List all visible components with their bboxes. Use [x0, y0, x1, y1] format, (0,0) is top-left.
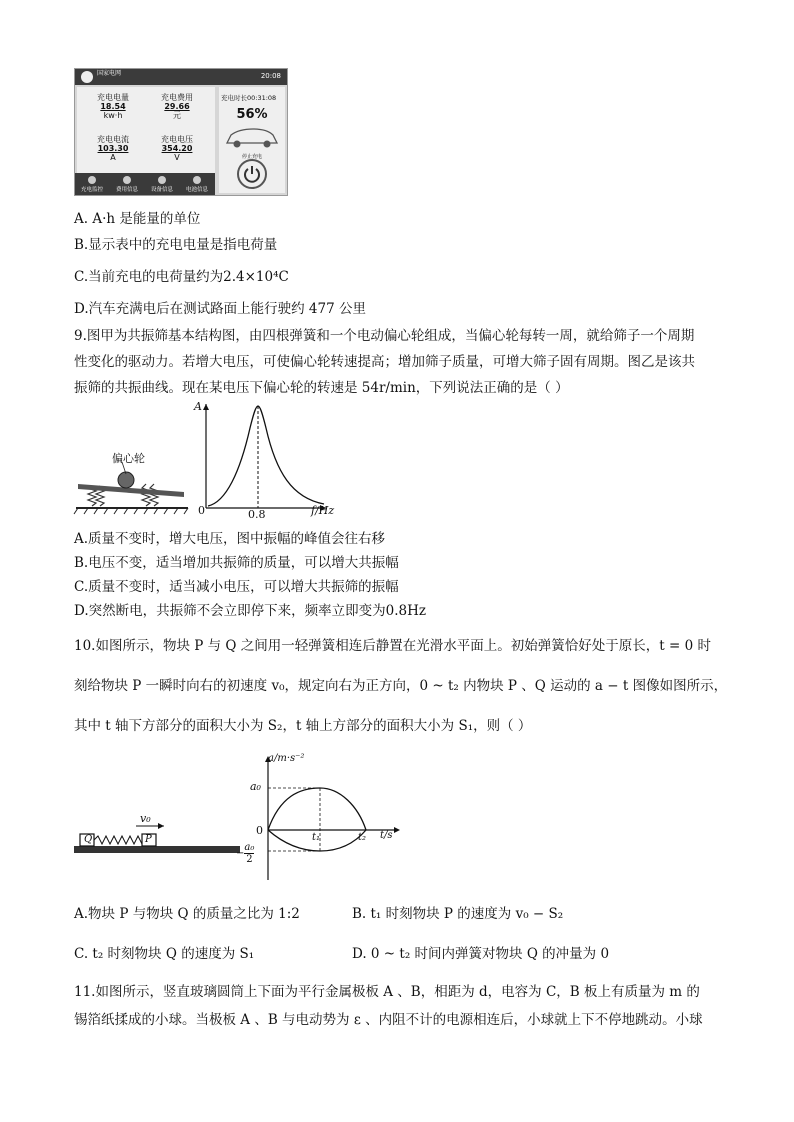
- q9-option-a: A.质量不变时，增大电压，图中振幅的峰值会往右移: [74, 531, 386, 547]
- q10-option-a: A.物块 P 与物块 Q 的质量之比为 1:2: [74, 906, 300, 922]
- q8-option-c: C.当前充电的电荷量约为2.4×10⁴C: [74, 269, 289, 285]
- q11-stem-line-2: 锡箔纸揉成的小球。当极板 A 、B 与电动势为 ε 、内阻不计的电源相连后，小球就上下不停地跳动。小球: [74, 1012, 703, 1028]
- q10-stem-line-3: 其中 t 轴下方部分的面积大小为 S₂，t 轴上方部分的面积大小为 S₁，则（ ）: [74, 718, 532, 734]
- stop-label: 停止充电: [241, 154, 262, 160]
- energy-unit: kw·h: [103, 111, 123, 120]
- q9-stem-line-3: 振筛的共振曲线。现在某电压下偏心轮的转速是 54r/min，下列说法正确的是（ ）: [74, 380, 569, 396]
- charger-clock: 20:08: [260, 72, 281, 80]
- blocks-spring-figure: [74, 808, 244, 858]
- q10-stem-line-2: 刻给物块 P 一瞬时向右的初速度 v₀，规定向右为正方向，0 ~ t₂ 内物块 P 、Q 运动的 a − t 图像如图所示，: [74, 678, 728, 694]
- at-y-label: a/m·s⁻²: [268, 753, 305, 764]
- tab-monitor[interactable]: [75, 176, 109, 193]
- acceleration-time-chart: [240, 752, 410, 884]
- fee-icon: [123, 176, 131, 184]
- block-q-label: Q: [84, 834, 93, 845]
- voltage-label: 充电电压: [161, 135, 193, 144]
- current-label: 充电电流: [97, 135, 129, 144]
- eccentric-wheel: [118, 472, 134, 488]
- neg-a0-half-label: − $\frac{\text{a₀}}{2}$: [236, 842, 255, 865]
- shaker-base: [74, 508, 188, 514]
- voltage-cell: [147, 135, 207, 162]
- energy-cell: [83, 93, 143, 120]
- resonance-y-label: A: [194, 400, 202, 413]
- resonance-peak-tick: 0.8: [248, 508, 266, 521]
- v0-label: v₀: [140, 812, 151, 825]
- car-icon: [223, 125, 281, 149]
- q9-stem-line-1: 9.图甲为共振筛基本结构图，由四根弹簧和一个电动偏心轮组成，当偏心轮每转一周，就给筛子一个周期: [74, 328, 695, 344]
- charger-data-panel: [77, 87, 215, 173]
- q11-stem-line-1: 11.如图所示，竖直玻璃圆筒上下面为平行金属极板 A 、B，相距为 d，电容为 C，B 板上有质量为 m 的: [74, 984, 700, 1000]
- neg-a0-denominator: 2: [246, 854, 253, 865]
- wheel-label: 偏心轮: [112, 452, 145, 465]
- a0-label: a₀: [250, 780, 261, 793]
- grid-logo-icon: [81, 71, 93, 83]
- resonance-origin: 0: [198, 504, 205, 517]
- fee-value: 29.66: [164, 102, 190, 111]
- charger-status-panel: [219, 87, 285, 193]
- energy-label: 充电电量: [97, 93, 129, 102]
- tab-battery[interactable]: [180, 176, 214, 193]
- charger-brand: 国家电网: [97, 70, 122, 77]
- voltage-unit: V: [174, 153, 180, 162]
- q8-option-d: D.汽车充满电后在测试路面上能行驶约 477 公里: [74, 301, 366, 317]
- energy-value: 18.54: [100, 102, 126, 111]
- at-x-label: t/s: [380, 830, 393, 841]
- charge-duration: 充电时长00:31:08: [221, 94, 277, 102]
- charge-percent: 56%: [236, 107, 268, 122]
- power-button[interactable]: [237, 159, 267, 189]
- q9-option-b: B.电压不变，适当增加共振筛的质量，可以增大共振幅: [74, 555, 399, 571]
- neg-a0-numerator: a₀: [244, 842, 255, 853]
- fee-unit: 元: [173, 111, 181, 120]
- t1-label: t₁: [312, 832, 321, 843]
- tab-fee-label: 费用信息: [115, 187, 138, 193]
- battery-icon: [193, 176, 201, 184]
- voltage-value: 354.20: [161, 144, 193, 153]
- tab-device-label: 设备信息: [150, 187, 173, 193]
- fee-cell: [147, 93, 207, 120]
- t2-label: t₂: [358, 832, 367, 843]
- fee-label: 充电费用: [161, 93, 193, 102]
- at-origin: 0: [256, 824, 263, 837]
- curve-q: [268, 788, 366, 830]
- ground-surface: [74, 846, 240, 853]
- block-p-label: P: [145, 834, 152, 845]
- charger-top-bar: [75, 69, 287, 85]
- current-value: 103.30: [97, 144, 129, 153]
- current-unit: A: [110, 153, 116, 162]
- current-cell: [83, 135, 143, 162]
- q9-option-c: C.质量不变时，适当减小电压，可以增大共振筛的振幅: [74, 579, 399, 595]
- tab-device[interactable]: [145, 176, 179, 193]
- charger-tab-bar: [75, 173, 215, 195]
- tab-battery-label: 电池信息: [185, 187, 208, 193]
- monitor-icon: [88, 176, 96, 184]
- charger-screenshot: [74, 68, 288, 196]
- q10-option-b: B. t₁ 时刻物块 P 的速度为 v₀ − S₂: [352, 906, 564, 922]
- q8-option-a: A. A·h 是能量的单位: [74, 211, 201, 227]
- resonance-x-label: f/Hz: [311, 504, 335, 517]
- q9-option-d: D.突然断电，共振筛不会立即停下来，频率立即变为0.8Hz: [74, 603, 426, 619]
- tab-fee[interactable]: [110, 176, 144, 193]
- power-icon: [239, 161, 265, 187]
- q10-stem-line-1: 10.如图所示，物块 P 与 Q 之间用一轻弹簧相连后静置在光滑水平面上。初始弹簧恰好处于原长，t = 0 时: [74, 638, 711, 654]
- tab-monitor-label: 充电监控: [80, 187, 103, 193]
- q10-option-c: C. t₂ 时刻物块 Q 的速度为 S₁: [74, 946, 255, 962]
- q8-option-b: B.显示表中的充电电量是指电荷量: [74, 237, 278, 253]
- spring: [94, 836, 144, 844]
- device-icon: [158, 176, 166, 184]
- resonance-curve: [208, 406, 324, 506]
- q9-stem-line-2: 性变化的驱动力。若增大电压，可使偏心轮转速提高；增加筛子质量，可增大筛子固有周期。图乙是该共: [74, 354, 695, 370]
- q10-option-d: D. 0 ~ t₂ 时间内弹簧对物块 Q 的冲量为 0: [352, 946, 610, 962]
